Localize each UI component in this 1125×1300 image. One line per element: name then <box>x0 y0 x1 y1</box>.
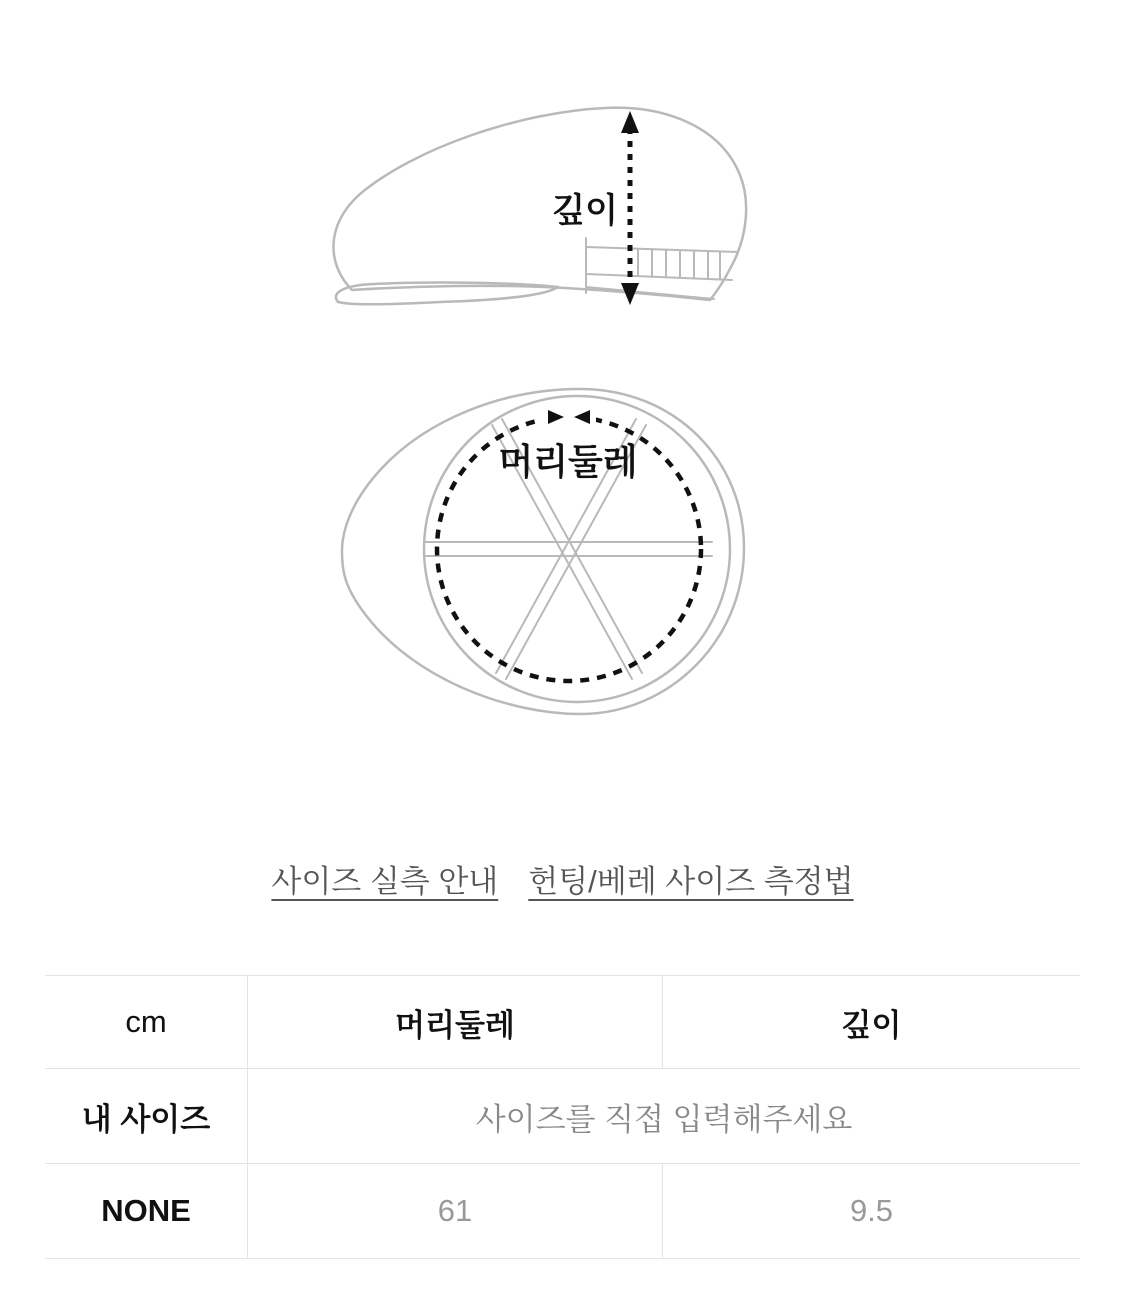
hat-side-view-diagram <box>290 70 810 330</box>
circumference-value-cell: 61 <box>248 1164 663 1258</box>
circumference-label: 머리둘레 <box>498 441 638 482</box>
my-size-input-prompt[interactable]: 사이즈를 직접 입력해주세요 <box>475 1101 853 1137</box>
hat-bottom-view-diagram <box>330 378 770 726</box>
depth-label: 깊이 <box>552 192 618 230</box>
hat-band-lines <box>586 238 738 299</box>
hat-body-outline <box>333 108 746 300</box>
size-table-header-row <box>45 976 1080 1069</box>
size-table <box>45 975 1080 1259</box>
unit-header-cell: cm <box>45 976 248 1068</box>
my-size-label: 내 사이즈 <box>45 1069 248 1163</box>
my-size-row <box>45 1069 1080 1164</box>
hat-measure-method-link[interactable]: 헌팅/베레 사이즈 측정법 <box>528 864 854 899</box>
col-header-depth: 깊이 <box>841 1007 902 1043</box>
size-name-cell: NONE <box>45 1164 248 1258</box>
size-guide-links <box>0 862 1125 902</box>
depth-value-cell: 9.5 <box>849 1193 894 1228</box>
size-measure-guide-link[interactable]: 사이즈 실측 안내 <box>271 864 499 899</box>
size-row-none <box>45 1164 1080 1259</box>
col-header-circumference: 머리둘레 <box>248 976 663 1068</box>
